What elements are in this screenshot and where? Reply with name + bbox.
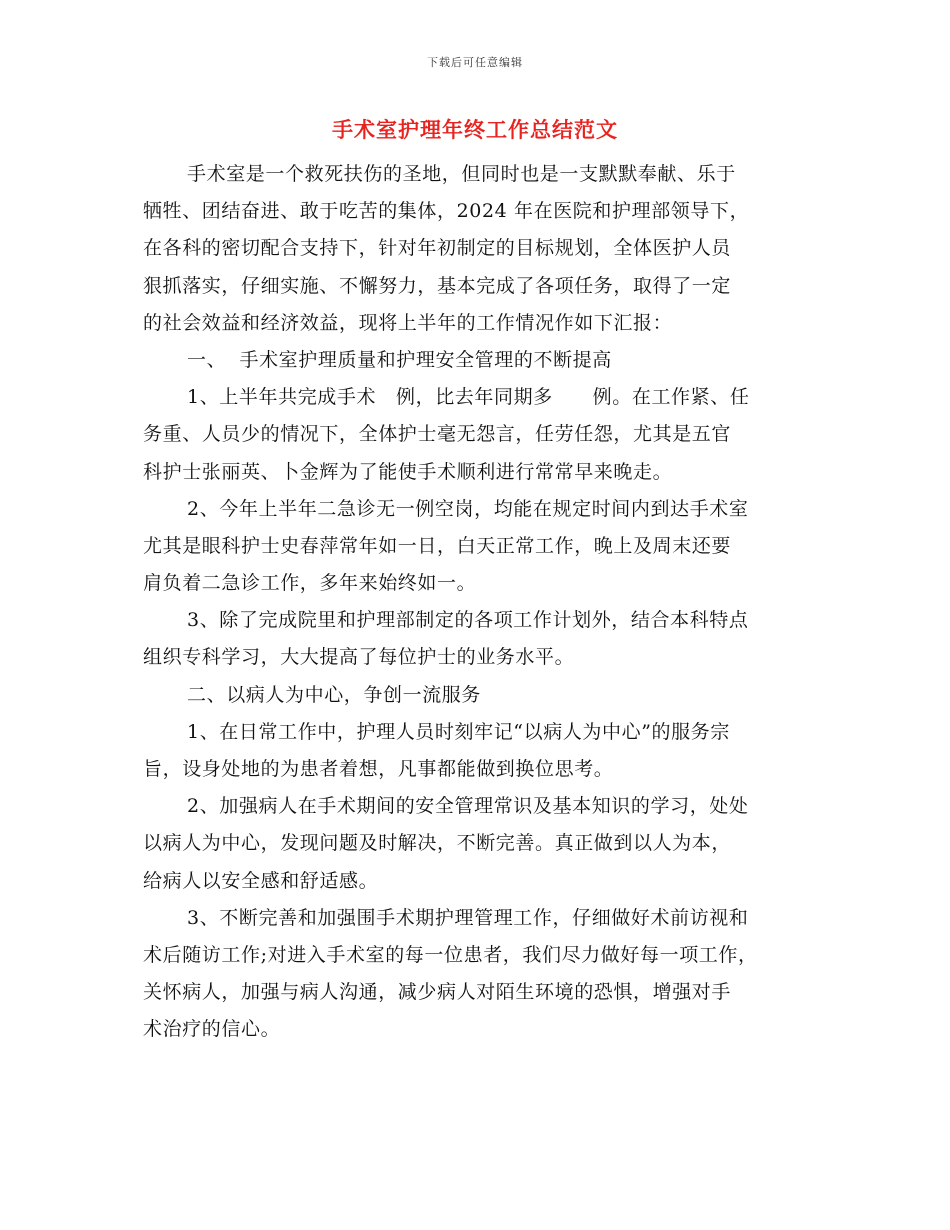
text-line: 牺牲、团结奋进、敢于吃苦的集体，2024 年在医院和护理部领导下， bbox=[143, 200, 750, 223]
text-line: 1、上半年共完成手术 例，比去年同期多 例。在工作紧、任 bbox=[187, 386, 750, 409]
text-line: 肩负着二急诊工作，多年来始终如一。 bbox=[143, 572, 477, 595]
text-line: 的社会效益和经济效益，现将上半年的工作情况作如下汇报： bbox=[143, 311, 673, 334]
header-note: 下载后可任意编辑 bbox=[427, 56, 523, 69]
text-line: 1、在日常工作中，护理人员时刻牢记“以病人为中心”的服务宗 bbox=[187, 720, 730, 743]
text-line: 以病人为中心，发现问题及时解决，不断完善。真正做到以人为本， bbox=[143, 832, 732, 855]
text-line: 2、今年上半年二急诊无一例空岗，均能在规定时间内到达手术室 bbox=[187, 497, 749, 520]
text-line: 科护士张丽英、卜金辉为了能使手术顺利进行常常早来晚走。 bbox=[143, 460, 673, 483]
text-line: 3、不断完善和加强围手术期护理管理工作，仔细做好术前访视和 bbox=[187, 906, 749, 929]
text-line: 务重、人员少的情况下，全体护士毫无怨言，任劳任怨，尤其是五官 bbox=[143, 423, 732, 446]
text-line: 尤其是眼科护士史春萍常年如一日，白天正常工作，晚上及周末还要 bbox=[143, 534, 732, 557]
text-line: 手术室是一个救死扶伤的圣地，但同时也是一支默默奉献、乐于 bbox=[187, 163, 736, 185]
section-heading: 二、以病人为中心，争创一流服务 bbox=[187, 683, 482, 706]
text-line: 组织专科学习，大大提高了每位护士的业务水平。 bbox=[143, 646, 575, 669]
text-line: 3、除了完成院里和护理部制定的各项工作计划外，结合本科特点 bbox=[187, 609, 749, 632]
text-line: 在各科的密切配合支持下，针对年初制定的目标规划，全体医护人员 bbox=[143, 237, 732, 260]
section-heading: 一、 手术室护理质量和护理安全管理的不断提高 bbox=[187, 348, 612, 371]
document-title: 手术室护理年终工作总结范文 bbox=[332, 117, 618, 142]
text-line: 狠抓落实，仔细实施、不懈努力，基本完成了各项任务，取得了一定 bbox=[143, 274, 732, 297]
text-line: 术治疗的信心。 bbox=[143, 1018, 281, 1041]
text-line: 术后随访工作;对进入手术室的每一位患者，我们尽力做好每一项工作， bbox=[143, 943, 758, 966]
text-line: 给病人以安全感和舒适感。 bbox=[143, 869, 379, 892]
text-line: 旨，设身处地的为患者着想，凡事都能做到换位思考。 bbox=[143, 758, 614, 780]
text-line: 关怀病人，加强与病人沟通，减少病人对陌生环境的恐惧，增强对手 bbox=[143, 981, 732, 1004]
document-body bbox=[143, 156, 818, 1049]
text-line: 2、加强病人在手术期间的安全管理常识及基本知识的学习，处处 bbox=[187, 795, 749, 818]
